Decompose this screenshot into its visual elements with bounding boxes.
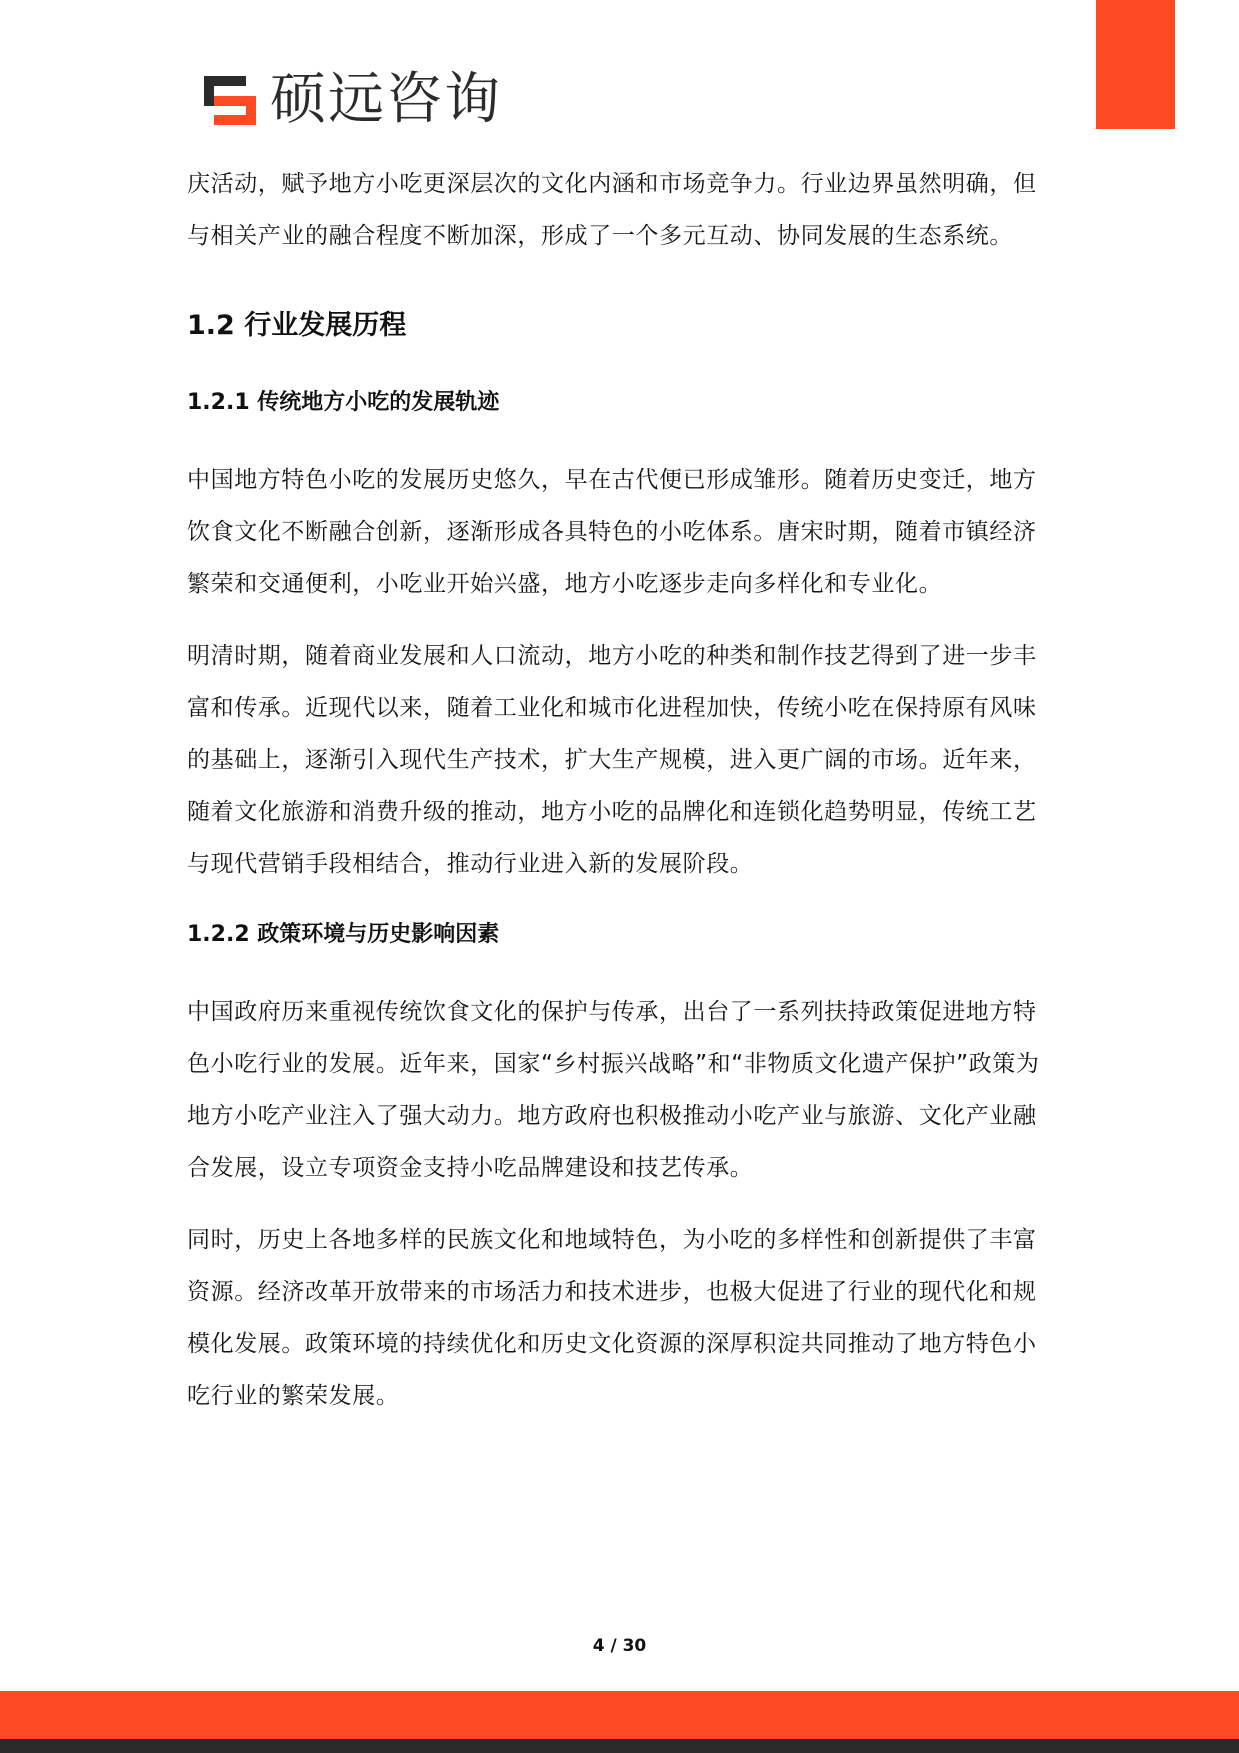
corner-accent-tab xyxy=(1096,0,1175,129)
body-paragraph: 中国地方特色小吃的发展历史悠久，早在古代便已形成雏形。随着历史变迁，地方饮食文化不断融合创新，逐渐形成各具特色的小吃体系。唐宋时期，随着市镇经济繁荣和交通便利，小吃业开始兴盛，地方小吃逐步走向多样化和专业化。 xyxy=(187,467,1037,597)
body-paragraph: 中国政府历来重视传统饮食文化的保护与传承，出台了一系列扶持政策促进地方特色小吃行业的发展。近年来，国家“乡村振兴战略”和“非物质文化遗产保护”政策为地方小吃产业注入了强大动力。地方政府也积极推动小吃产业与旅游、文化产业融合发展，设立专项资金支持小吃品牌建设和技艺传承。 xyxy=(187,999,1040,1181)
subsection-heading: 1.2.1 传统地方小吃的发展轨迹 xyxy=(187,390,500,415)
subsection-heading: 1.2.2 政策环境与历史影响因素 xyxy=(187,922,500,947)
body-paragraph: 同时，历史上各地多样的民族文化和地域特色，为小吃的多样性和创新提供了丰富资源。经济改革开放带来的市场活力和技术进步，也极大促进了行业的现代化和规模化发展。政策环境的持续优化和历史文化资源的深厚积淀共同推动了地方特色小吃行业的繁荣发展。 xyxy=(187,1227,1037,1409)
brand-mark-icon xyxy=(200,73,260,128)
body-paragraph: 明清时期，随着商业发展和人口流动，地方小吃的种类和制作技艺得到了进一步丰富和传承。近现代以来，随着工业化和城市化进程加快，传统小吃在保持原有风味的基础上，逐渐引入现代生产技术，扩大生产规模，进入更广阔的市场。近年来，随着文化旅游和消费升级的推动，地方小吃的品牌化和连锁化趋势明显，传统工艺与现代营销手段相结合，推动行业进入新的发展阶段。 xyxy=(187,643,1037,877)
footer-accent-bar xyxy=(0,1691,1239,1739)
section-heading: 1.2 行业发展历程 xyxy=(187,310,407,341)
brand-name: 硕远咨询 xyxy=(270,67,502,132)
footer-dark-strip xyxy=(0,1739,1239,1753)
brand-logo xyxy=(200,67,502,132)
page-number: 4 / 30 xyxy=(592,1636,647,1656)
intro-paragraph: 庆活动，赋予地方小吃更深层次的文化内涵和市场竞争力。行业边界虽然明确，但与相关产业的融合程度不断加深，形成了一个多元互动、协同发展的生态系统。 xyxy=(187,171,1037,249)
document-body xyxy=(187,158,1057,1422)
